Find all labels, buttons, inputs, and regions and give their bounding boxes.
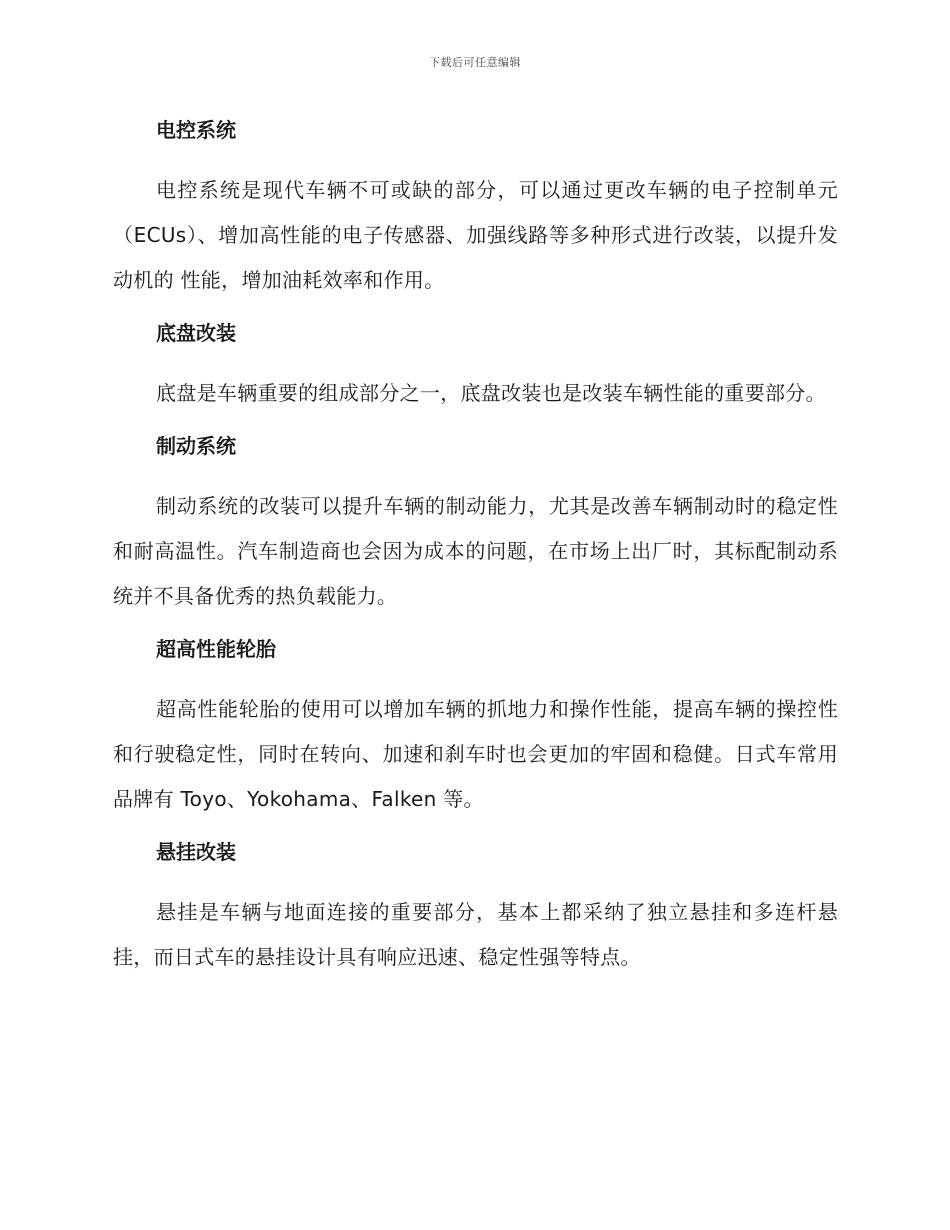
section-tires — [113, 629, 838, 822]
section-suspension — [113, 832, 838, 980]
section-braking — [113, 426, 838, 619]
section-paragraph: 悬挂是车辆与地面连接的重要部分，基本上都采纳了独立悬挂和多连杆悬挂，而日式车的悬挂设计具有响应迅速、稳定性强等特点。 — [113, 900, 838, 969]
section-heading: 底盘改装 — [156, 321, 236, 345]
section-electronic-control — [113, 110, 838, 303]
section-chassis — [113, 313, 838, 416]
section-heading: 超高性能轮胎 — [156, 637, 276, 661]
section-heading: 电控系统 — [156, 118, 236, 142]
section-paragraph: 底盘是车辆重要的组成部分之一，底盘改装也是改装车辆性能的重要部分。 — [156, 381, 826, 405]
section-paragraph: 电控系统是现代车辆不可或缺的部分，可以通过更改车辆的电子控制单元（ECUs）、增加高性能的电子传感器、加强线路等多种形式进行改装，以提升发动机的 性能，增加油耗效率和作用。 — [113, 178, 838, 292]
section-heading: 悬挂改装 — [156, 840, 236, 864]
section-paragraph: 超高性能轮胎的使用可以增加车辆的抓地力和操作性能，提高车辆的操控性和行驶稳定性，同时在转向、加速和刹车时也会更加的牢固和稳健。日式车常用品牌有 Toyo、Yokohama、Falken 等。 — [113, 697, 838, 811]
document-body — [113, 110, 838, 980]
page-header: 下载后可任意编辑 — [429, 56, 521, 69]
section-paragraph: 制动系统的改装可以提升车辆的制动能力，尤其是改善车辆制动时的稳定性和耐高温性。汽车制造商也会因为成本的问题，在市场上出厂时，其标配制动系统并不具备优秀的热负载能力。 — [113, 494, 838, 608]
section-heading: 制动系统 — [156, 434, 236, 458]
